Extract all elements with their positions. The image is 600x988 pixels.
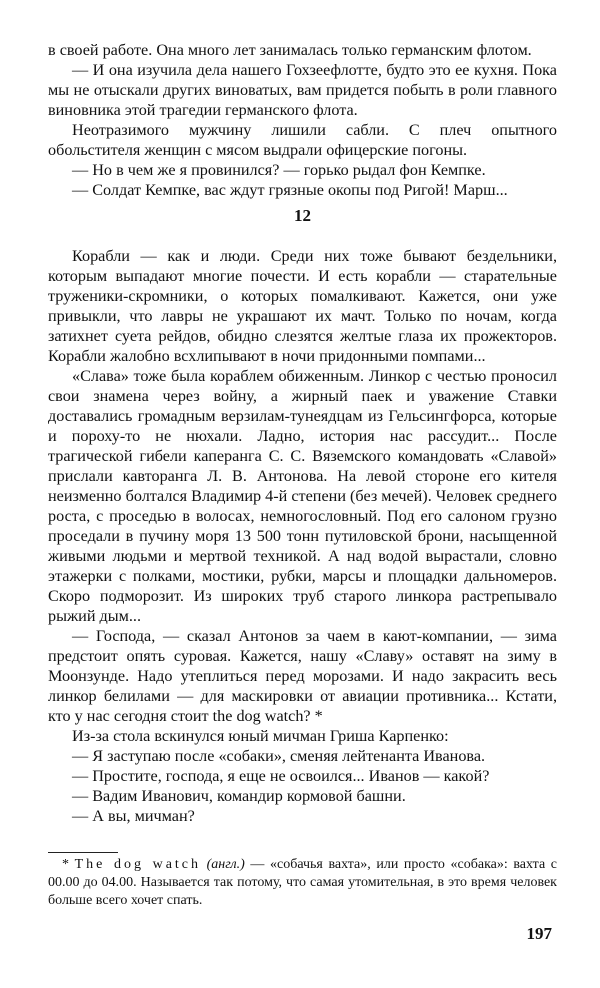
chapter-number: 12	[294, 206, 311, 225]
paragraph	[48, 626, 557, 726]
footnote-definition: — «собачья вахта», или просто «собака»: вахта с 00.00 до 04.00. Называется так потому, что самая утомительная, в это время человек больше всего хочет спать.	[48, 857, 557, 908]
footnote-divider	[48, 852, 118, 853]
paragraph: Неотразимого мужчину лишили сабли. С плеч опытного обольстителя женщин с мясом выдрали офицерские погоны.	[48, 121, 557, 159]
page-number: 197	[526, 924, 552, 943]
footnote-mark: *	[62, 857, 75, 872]
body-text	[48, 40, 557, 826]
paragraph: — Солдат Кемпке, вас ждут грязные окопы под Ригой! Марш...	[72, 181, 508, 199]
dialogue-line: — Вадим Иванович, командир кормовой башни.	[72, 787, 406, 805]
paragraph: в своей работе. Она много лет занималась только германским флотом.	[48, 41, 532, 59]
paragraph: Из-за стола вскинулся юный мичман Гриша Карпенко:	[72, 727, 449, 745]
paragraph: Корабли — как и люди. Среди них тоже бывают бездельники, которым выпадают многие почести. И есть корабли — старательные труженики-скромники, о которых помалкивают. Кажется, они уже привыкли, что лавры не украшают их мачт. Только по ночам, когда затихнет суета рейдов, обидно слезятся желтые глаза их прожекторов. Корабли жалобно всхлипывают в ночи придонными помпами...	[48, 247, 557, 365]
dialogue-line: — А вы, мичман?	[72, 807, 195, 825]
dialogue-line: — Простите, господа, я еще не освоился... Иванов — какой?	[72, 767, 490, 785]
paragraph: — Но в чем же я провинился? — горько рыдал фон Кемпке.	[72, 161, 486, 179]
dialogue-line: — Я заступаю после «собаки», сменяя лейтенанта Иванова.	[72, 747, 486, 765]
footnote-language: (англ.)	[201, 857, 245, 872]
paragraph: — И она изучила дела нашего Гохзеефлотте, будто это ее кухня. Пока мы не отыскали других виноватых, вам придется побыть в роли главного виновника этой трагедии германского флота.	[48, 61, 557, 119]
footnote-text	[48, 856, 557, 910]
footnote-reference: *	[310, 707, 323, 725]
footnote	[48, 856, 557, 910]
footnote-term: The dog watch	[74, 857, 202, 872]
paragraph-text: — Господа, — сказал Антонов за чаем в кают-компании, — зима предстоит опять суровая. Кажется, нашу «Славу» оставят на зиму в Моонзунде. Надо утеплиться перед морозами. И надо закрасить весь линкор белилами — для маскировки от авиации противника... Кстати, кто у нас сегодня стоит	[48, 627, 557, 725]
paragraph: «Слава» тоже была кораблем обиженным. Линкор с честью проносил свои знамена через войну, а жирный паек и уважение Ставки доставались громадным верзилам-тунеядцам из Гельсингфорса, которые и пороху-то не нюхали. Ладно, история нас рассудит... После трагической гибели каперанга С. С. Вяземского командовать «Славой» прислали кавторанга Л. В. Антонова. На левой стороне его кителя неизменно болтался Владимир 4-й степени (без мечей). Человек среднего роста, с проседью в волосах, немногословный. Под его салоном грузно проседали в пучину моря 13 500 тонн путиловской брони, насыщенной живыми людьми и мертвой техникой. А над водой вырастали, словно этажерки с полками, мостики, рубки, марсы и площадки дальномеров. Скоро подморозит. Из широких труб старого линкора растрепывало рыжий дым...	[48, 367, 557, 625]
foreign-phrase: the dog watch?	[212, 707, 311, 725]
